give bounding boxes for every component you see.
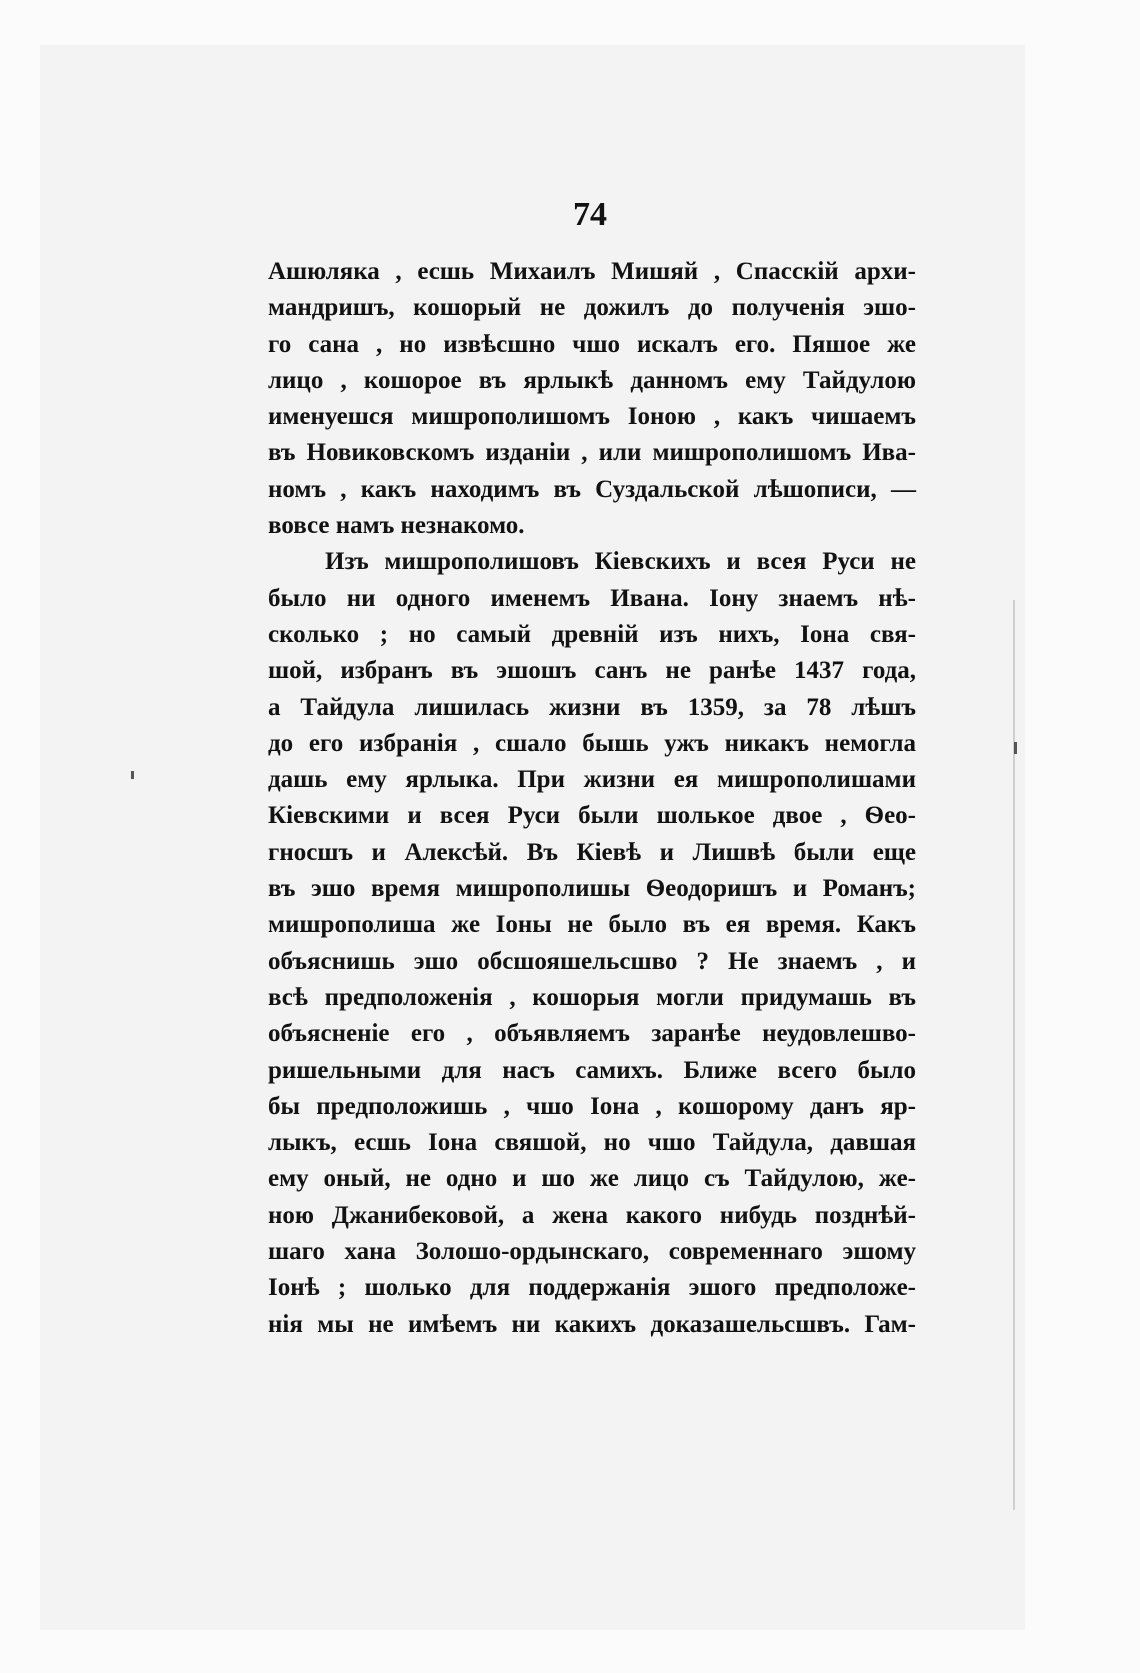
page-number: 74 bbox=[573, 196, 607, 233]
paragraph-2 bbox=[268, 544, 916, 1343]
text-line: въ Новиковскомъ изданіи , или мишрополишомъ Ива- bbox=[268, 439, 916, 467]
text-line: шаго хана Золошо-ордынскаго, современнаго эшому bbox=[268, 1238, 916, 1266]
scan-edge-line bbox=[1013, 600, 1015, 1510]
text-line: Кіевскими и всея Руси были шолькое двое , Ѳео- bbox=[268, 802, 916, 830]
text-line: объяснишь эшо обсшояшельсшво ? Не знаемъ , и bbox=[268, 947, 916, 975]
text-line: мишрополиша же Іоны не было въ ея время. Какъ bbox=[268, 911, 916, 939]
text-line: гносшъ и Алексѣй. Въ Кіевѣ и Лишвѣ были еще bbox=[268, 838, 916, 866]
text-line: ною Джанибековой, а жена какого нибудь позднѣй- bbox=[268, 1201, 916, 1229]
text-line: лицо , кошорое въ ярлыкѣ данномъ ему Тайдулою bbox=[268, 366, 916, 394]
text-line: лыкъ, есшь Іона свяшой, но чшо Тайдула, давшая bbox=[268, 1129, 916, 1157]
text-line: объясненіе его , объявляемъ заранѣе неудовлешво- bbox=[268, 1020, 916, 1048]
text-line: номъ , какъ находимъ въ Суздальской лѣшописи, — bbox=[268, 475, 916, 503]
text-line: а Тайдула лишилась жизни въ 1359, за 78 лѣшъ bbox=[268, 693, 916, 721]
text-line: именуешся мишрополишомъ Іоною , какъ чишаемъ bbox=[268, 403, 916, 431]
text-line: вовсе намъ незнакомо. bbox=[268, 512, 525, 540]
text-line: Іонѣ ; шолько для поддержанія эшого предположе- bbox=[268, 1274, 916, 1302]
text-line: дашь ему ярлыка. При жизни ея мишрополишами bbox=[268, 766, 916, 794]
text-line: ришельными для насъ самихъ. Ближе всего было bbox=[268, 1056, 916, 1084]
text-line: мандришъ, кошорый не дожилъ до полученія эшо- bbox=[268, 294, 916, 322]
text-line: всѣ предположенія , кошорыя могли придумашь въ bbox=[268, 983, 916, 1011]
text-line: нія мы не имѣемъ ни какихъ доказашельсшвъ. Гам- bbox=[268, 1310, 916, 1338]
text-line: ему оный, не одно и шо же лицо съ Тайдулою, же- bbox=[268, 1165, 916, 1193]
text-line: Изъ мишрополишовъ Кіевскихъ и всея Руси не bbox=[325, 548, 916, 576]
text-line: до его избранія , сшало бышь ужъ никакъ немогла bbox=[268, 729, 916, 757]
scan-speck bbox=[131, 771, 134, 779]
text-line: Ашюляка , есшь Михаилъ Мишяй , Спасскій архи- bbox=[268, 258, 916, 285]
text-line: го сана , но извѣсшно чшо искалъ его. Пяшое же bbox=[268, 330, 916, 358]
text-line: шой, избранъ въ эшошъ санъ не ранѣе 1437 года, bbox=[268, 657, 916, 685]
paragraph-1 bbox=[268, 254, 916, 544]
scan-speck bbox=[1014, 742, 1017, 754]
text-line: въ эшо время мишрополишы Ѳеодоришъ и Романъ; bbox=[268, 875, 916, 903]
text-line: было ни одного именемъ Ивана. Іону знаемъ нѣ- bbox=[268, 584, 916, 612]
body-text bbox=[268, 254, 916, 1343]
text-line: бы предположишь , чшо Іона , кошорому данъ яр- bbox=[268, 1092, 916, 1120]
text-line: сколько ; но самый древній изъ нихъ, Іона свя- bbox=[268, 620, 916, 648]
